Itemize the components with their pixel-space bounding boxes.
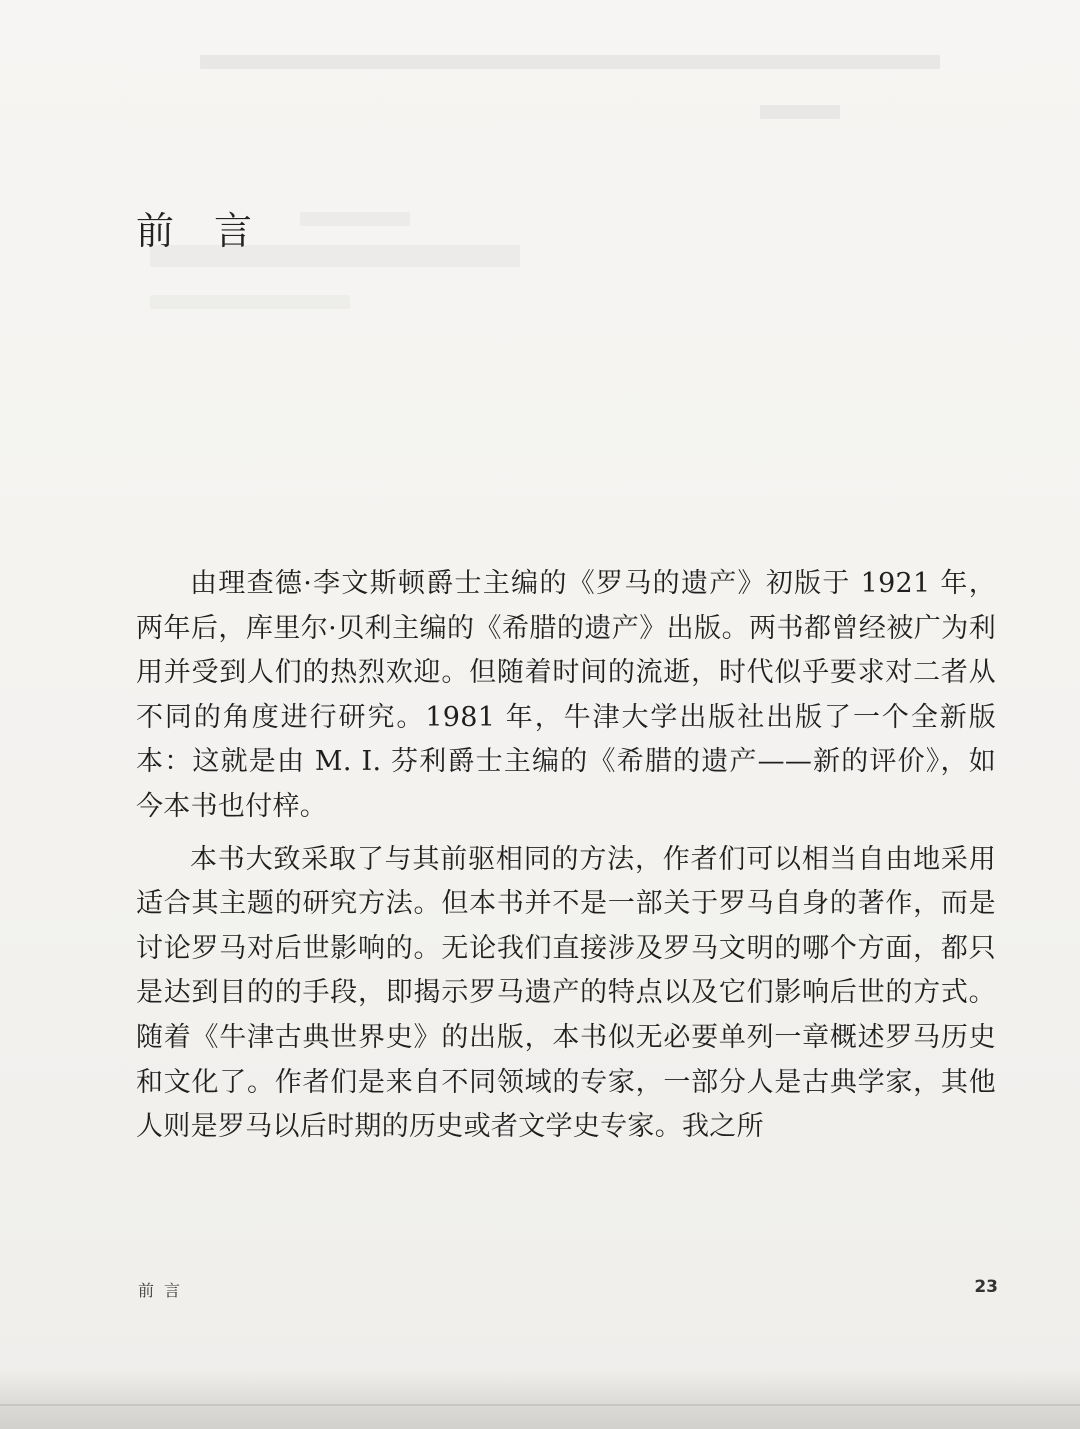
- page-number: 23: [974, 1277, 998, 1297]
- body-text: [136, 562, 996, 1150]
- running-footer-section: 前言: [138, 1281, 191, 1300]
- show-through-line: [300, 212, 410, 226]
- paragraph: 由理查德·李文斯顿爵士主编的《罗马的遗产》初版于 1921 年，两年后，库里尔·贝利主编的《希腊的遗产》出版。两书都曾经被广为利用并受到人们的热烈欢迎。但随着时间的流逝，时代似乎要求对二者从不同的角度进行研究。1981 年，牛津大学出版社出版了一个全新版本：这就是由 M. I. 芬利爵士主编的《希腊的遗产——新的评价》，如今本书也付梓。: [136, 568, 996, 822]
- paragraph: 本书大致采取了与其前驱相同的方法，作者们可以相当自由地采用适合其主题的研究方法。但本书并不是一部关于罗马自身的著作，而是讨论罗马对后世影响的。无论我们直接涉及罗马文明的哪个方面，都只是达到目的的手段，即揭示罗马遗产的特点以及它们影响后世的方式。随着《牛津古典世界史》的出版，本书似无必要单列一章概述罗马历史和文化了。作者们是来自不同领域的专家，一部分人是古典学家，其他人则是罗马以后时期的历史或者文学史专家。我之所: [136, 843, 996, 1143]
- page-bottom-shadow: [0, 1370, 1080, 1429]
- page-title: 前言: [136, 209, 293, 253]
- show-through-line: [200, 55, 940, 69]
- show-through-line: [760, 105, 840, 119]
- show-through-line: [150, 295, 350, 309]
- page-edge-line: [0, 1404, 1080, 1406]
